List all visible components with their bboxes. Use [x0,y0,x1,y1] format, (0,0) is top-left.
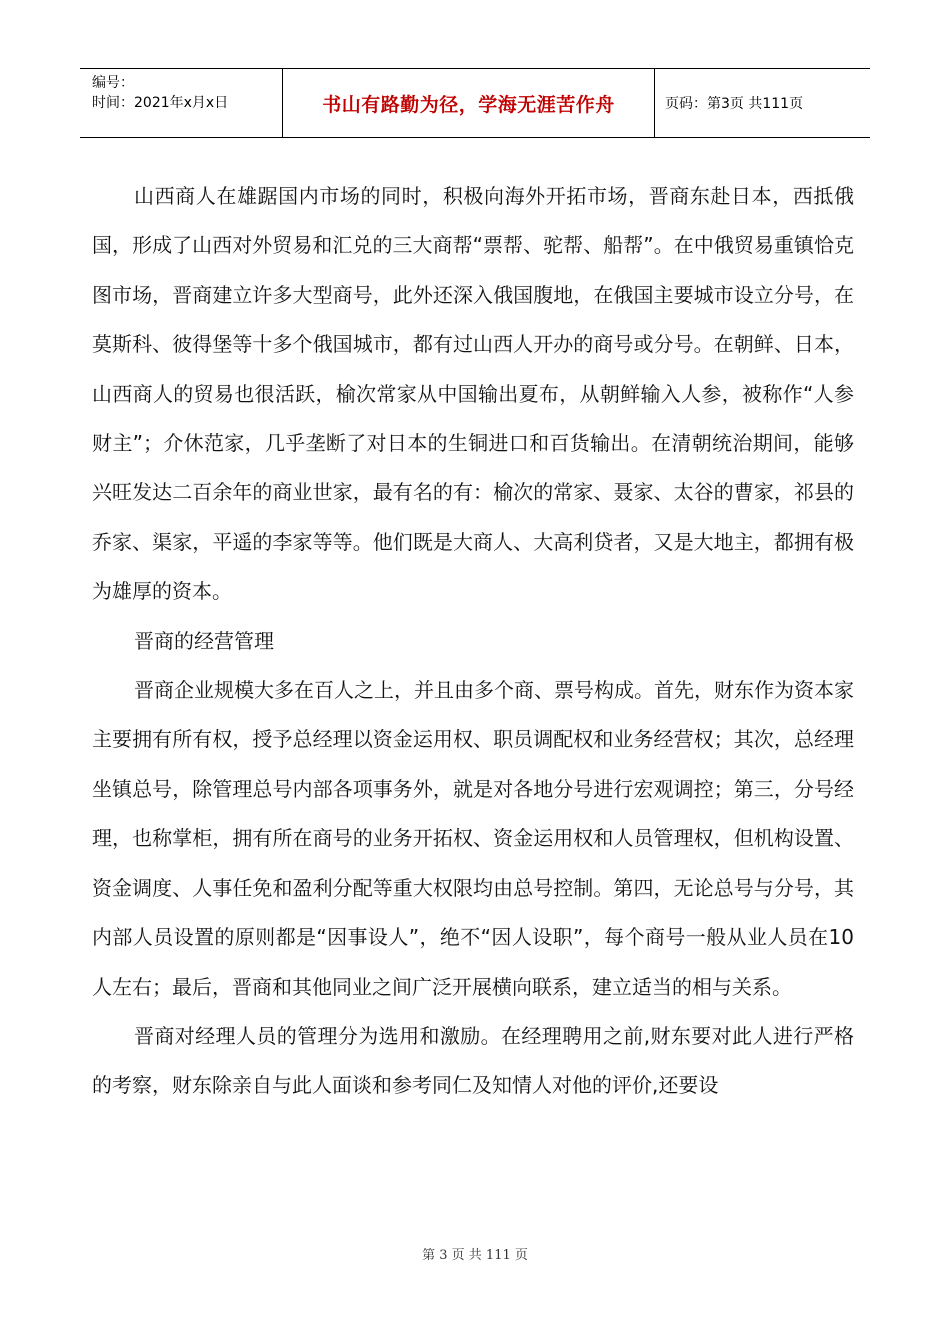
header-meta [80,69,283,137]
document-body [92,172,854,1111]
header-motto-cell [283,69,655,137]
paragraph-overseas-trade: 山西商人在雄踞国内市场的同时，积极向海外开拓市场，晋商东赴日本，西抵俄国，形成了山西对外贸易和汇兑的三大商帮“票帮、驼帮、船帮”。在中俄贸易重镇恰克图市场，晋商建立许多大型商号，此外还深入俄国腹地，在俄国主要城市设立分号，在莫斯科、彼得堡等十多个俄国城市，都有过山西人开办的商号或分号。在朝鲜、日本，山西商人的贸易也很活跃，榆次常家从中国输出夏布，从朝鲜输入人参，被称作“人参财主”；介休范家，几乎垄断了对日本的生铜进口和百货输出。在清朝统治期间，能够兴旺发达二百余年的商业世家，最有名的有：榆次的常家、聂家、太谷的曹家，祁县的乔家、渠家，平遥的李家等等。他们既是大商人、大高利贷者，又是大地主，都拥有极为雄厚的资本。 [92,184,854,604]
document-number-label: 编号： [92,75,134,91]
paragraph-manager-selection: 晋商对经理人员的管理分为选用和激励。在经理聘用之前,财东要对此人进行严格的考察，财东除亲自与此人面谈和参考同仁及知情人对他的评价,还要设 [92,1023,854,1098]
section-heading: 晋商的经营管理 [134,628,274,653]
header-motto: 书山有路勤为径，学海无涯苦作舟 [322,93,615,116]
page-header [80,68,870,138]
page-footer: 第 3 页 共 111 页 [422,1248,528,1263]
header-page-info [655,69,870,137]
document-date: 时间：2021年x月x日 [92,95,229,111]
paragraph-management: 晋商企业规模大多在百人之上，并且由多个商、票号构成。首先，财东作为资本家主要拥有所有权，授予总经理以资金运用权、职员调配权和业务经营权；其次，总经理坐镇总号，除管理总号内部各项事务外，就是对各地分号进行宏观调控；第三，分号经理，也称掌柜，拥有所在商号的业务开拓权、资金运用权和人员管理权，但机构设置、资金调度、人事任免和盈利分配等重大权限均由总号控制。第四，无论总号与分号，其内部人员设置的原则都是“因事设人”，绝不“因人设职”，每个商号一般从业人员在10人左右；最后，晋商和其他同业之间广泛开展横向联系，建立适当的相与关系。 [92,678,854,999]
header-page-number: 页码：第3页 共111页 [665,96,804,112]
